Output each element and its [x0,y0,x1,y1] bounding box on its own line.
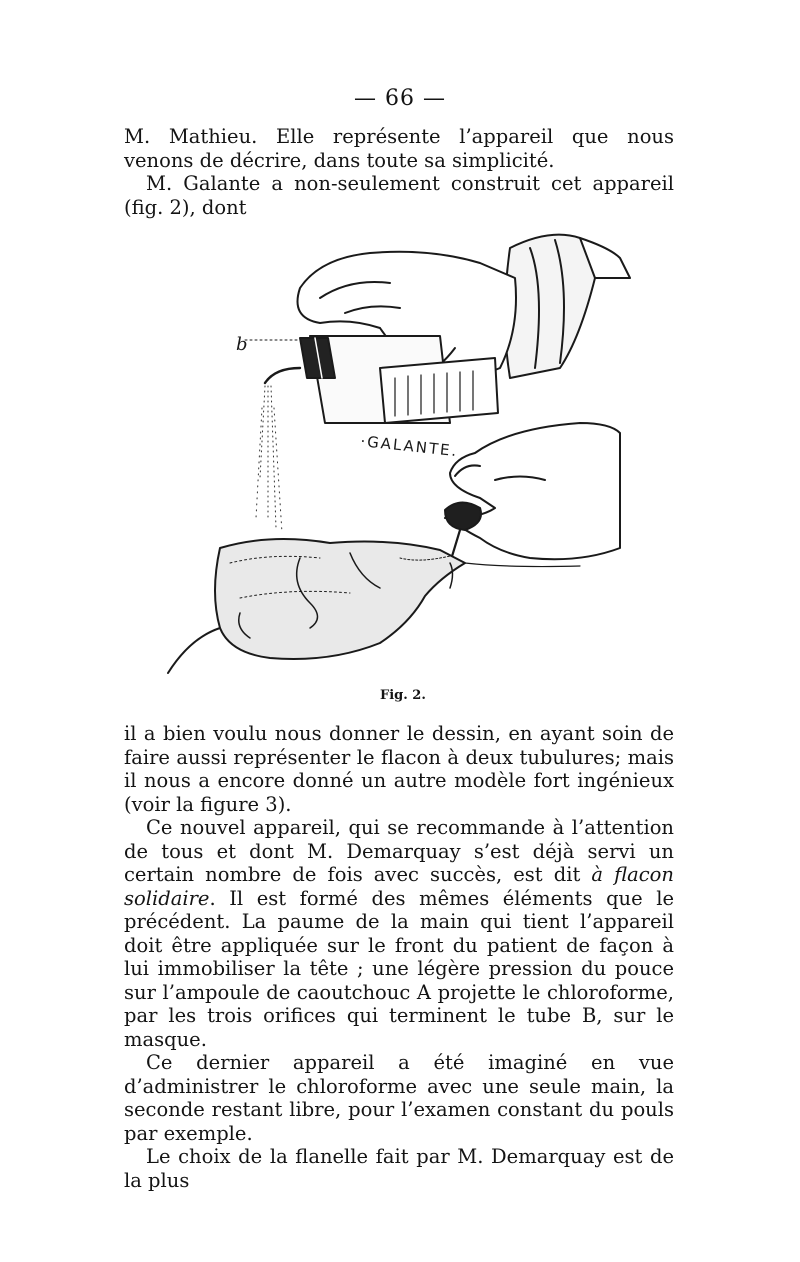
figure-label-b: b [236,334,248,355]
figure-maker-label: ·GALANTE. [359,432,460,461]
page-number: — 66 — [354,86,446,111]
paragraph-galante: M. Galante a non-seulement construit cet appareil (fig. 2), dont [124,172,674,219]
inhaler-engraving [150,218,650,688]
paragraph-flanelle: Le choix de la flanelle fait par M. Demarquay est de la plus [124,1145,674,1192]
paragraph-nouvel-appareil [124,816,674,1051]
paragraph-intro: M. Mathieu. Elle représente l’appareil que nous venons de décrire, dans toute sa simplicité. [124,125,674,172]
flacon-solidaire-term: à flacon solidaire [124,863,674,910]
paragraph-dernier-appareil: Ce dernier appareil a été imaginé en vue d’administrer le chloroforme avec une seule main, la seconde restant libre, pour l’examen constant du pouls par exemple. [124,1051,674,1145]
bottom-text-block [124,722,674,1192]
paragraph-nouvel-appareil-end: . Il est formé des mêmes éléments que le précédent. La paume de la main qui tient l’appareil doit être appliquée sur le front du patient de façon à lui immobiliser la tête ; une légère pression du pouce sur l’ampoule de caoutchouc A projette le chloroforme, par les trois orifices qui terminent le tube B, sur le masque. [124,886,674,1051]
figure-2-illustration [150,218,650,688]
figure-caption: Fig. 2. [380,688,426,703]
paragraph-dessin: il a bien voulu nous donner le dessin, en ayant soin de faire aussi représenter le flacon à deux tubulures; mais il nous a encore donné un autre modèle fort ingénieux (voir la figure 3). [124,722,674,816]
top-text-block [124,125,674,219]
paragraph-nouvel-appareil-start: Ce nouvel appareil, qui se recommande à l’attention de tous et dont M. Demarquay s’est déjà servi un certain nombre de fois avec succès, est dit [124,816,674,886]
